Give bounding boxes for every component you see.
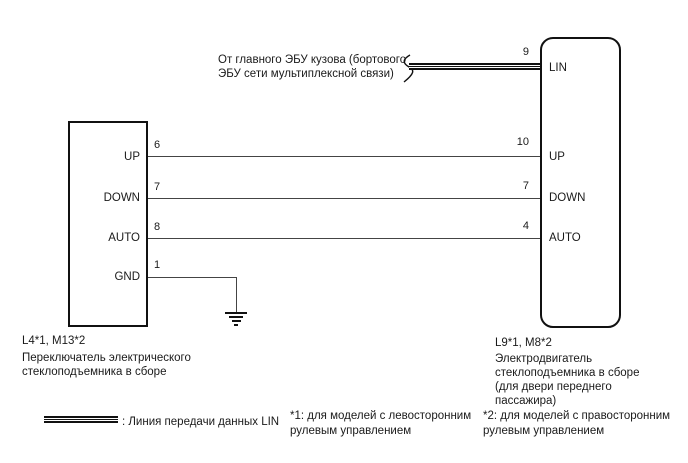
left-block-name-line1: Переключатель электрического <box>22 352 191 364</box>
footnote-1-line1: *1: для моделей с левосторонним <box>290 410 472 422</box>
left-pin-num-1: 1 <box>154 259 161 271</box>
right-pin-num-7: 7 <box>522 180 529 192</box>
ground-bar-3 <box>232 320 241 322</box>
right-block-motor <box>540 37 621 328</box>
legend-lin-line-sample <box>44 416 118 423</box>
left-pin-label-auto: AUTO <box>108 232 140 244</box>
right-block-code: L9*1, M8*2 <box>495 337 552 349</box>
wire-auto <box>148 238 540 239</box>
legend-lin-label: : Линия передачи данных LIN <box>122 416 280 428</box>
right-pin-num-10: 10 <box>516 136 529 148</box>
right-block-name-line3: (для двери переднего <box>495 381 612 393</box>
right-pin-label-auto: AUTO <box>549 232 581 244</box>
left-pin-label-gnd: GND <box>114 271 140 283</box>
footnote-2-line2: рулевым управлением <box>483 425 605 437</box>
right-block-name-line2: стеклоподъемника в сборе <box>495 367 640 379</box>
ground-bar-4 <box>234 324 238 326</box>
left-block-name-line2: стеклоподъемника в сборе <box>22 366 167 378</box>
footnote-1-line2: рулевым управлением <box>290 425 412 437</box>
source-ecu-note-line2: ЭБУ сети мультиплексной связи) <box>218 68 394 80</box>
ground-bar-2 <box>229 316 243 318</box>
right-pin-num-4: 4 <box>522 220 529 232</box>
wire-gnd-vertical <box>236 277 237 313</box>
right-pin-num-9: 9 <box>522 46 529 58</box>
left-pin-num-6: 6 <box>154 139 161 151</box>
left-pin-num-8: 8 <box>154 221 161 233</box>
source-ecu-note <box>218 53 406 81</box>
right-block-name-line4: пассажира) <box>495 395 557 407</box>
lin-bus-line <box>409 63 541 70</box>
right-pin-label-up: UP <box>549 151 565 163</box>
right-block-caption <box>495 336 639 408</box>
source-ecu-note-line1: От главного ЭБУ кузова (бортового <box>218 54 407 66</box>
left-pin-num-7: 7 <box>154 181 161 193</box>
footnote-2 <box>483 409 670 439</box>
footnote-1 <box>290 409 471 439</box>
wire-up <box>148 156 540 157</box>
left-pin-label-up: UP <box>124 151 140 163</box>
left-block-code: L4*1, M13*2 <box>22 335 86 347</box>
wire-down <box>148 198 540 199</box>
footnote-2-line1: *2: для моделей с правосторонним <box>483 410 671 422</box>
left-pin-label-down: DOWN <box>103 192 140 204</box>
right-pin-label-down: DOWN <box>549 192 586 204</box>
ground-bar-1 <box>225 312 247 314</box>
right-block-name-line1: Электродвигатель <box>495 353 593 365</box>
right-pin-label-lin: LIN <box>549 62 567 74</box>
wire-gnd-horizontal <box>148 277 236 278</box>
left-block-caption <box>22 334 191 379</box>
